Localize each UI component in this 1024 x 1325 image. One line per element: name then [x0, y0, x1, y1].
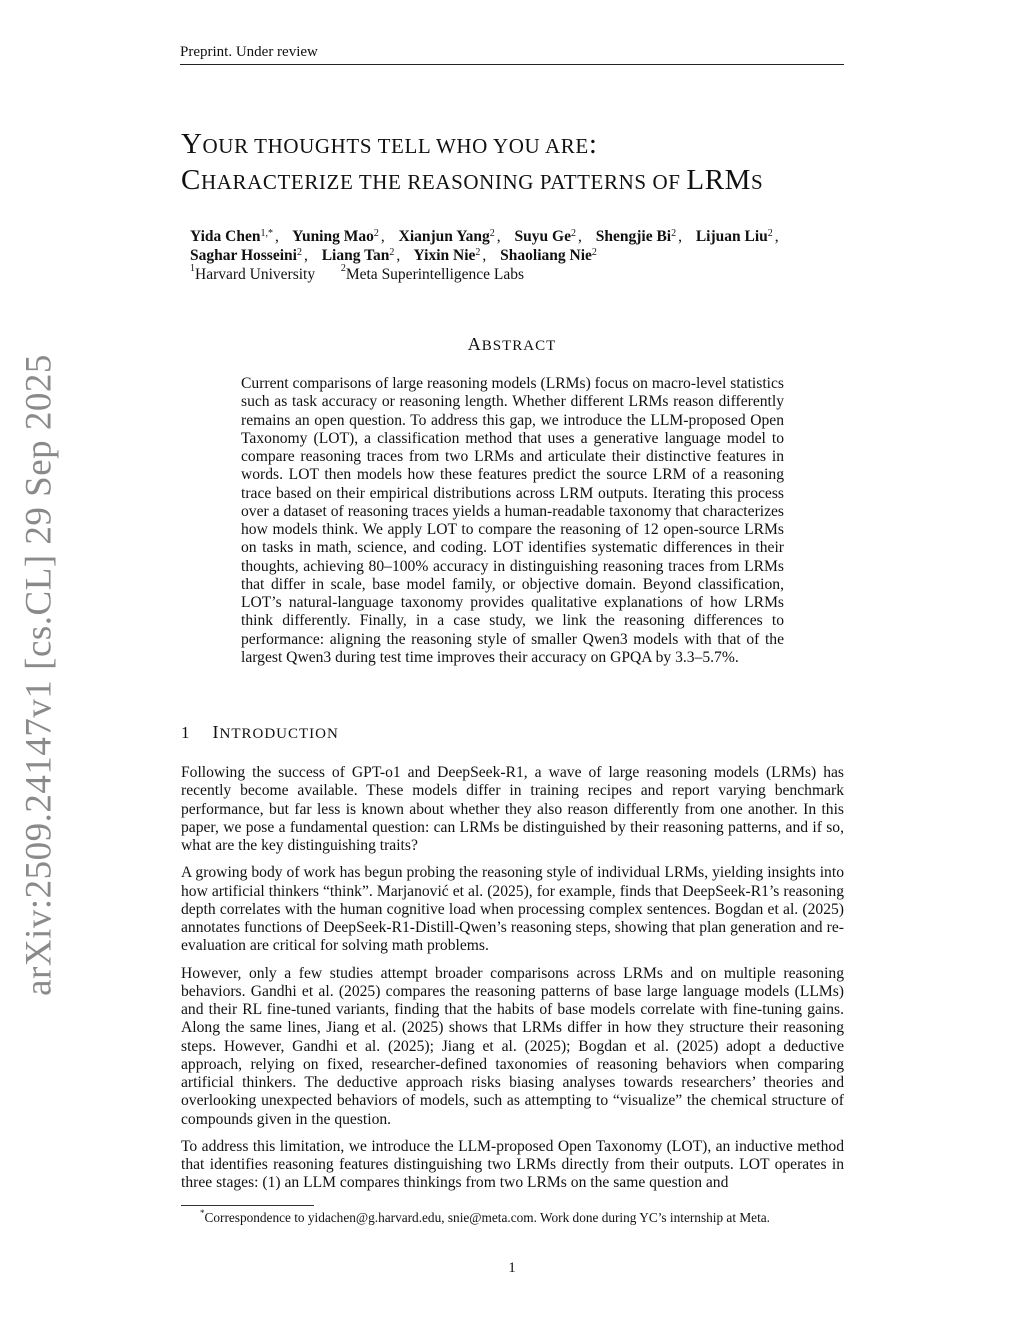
body-paragraph: Following the success of GPT-o1 and DeepSeek-R1, a wave of large reasoning models (LRMs) has recently become available. These models differ in training recipes and report varying benchmark performance, but far less is known about whether they also reason differently from one another. In this paper, we pose a fundamental question: can LRMs be distinguished by their reasoning patterns, and if so, what are the key distinguishing traits? — [181, 764, 844, 854]
section-heading-introduction — [181, 722, 339, 743]
author-separator: , — [774, 228, 779, 245]
author-affiliation-mark: 2 — [570, 228, 576, 239]
footnote — [200, 1210, 850, 1226]
affiliation-name: Harvard University — [195, 266, 316, 283]
header-rule — [180, 64, 844, 65]
abstract-heading-rest: BSTRACT — [481, 338, 557, 354]
abstract-heading-initial: A — [467, 334, 482, 354]
paper-title-line-1 — [181, 128, 597, 161]
footnote-marker: * — [200, 1208, 205, 1218]
title-segment: LRM — [686, 164, 752, 196]
title-segment: HARACTERIZE THE REASONING PATTERNS OF — [200, 170, 687, 194]
author-name: Yuning Mao — [292, 228, 374, 245]
body-paragraph: A growing body of work has begun probing the reasoning style of individual LRMs, yielding insights into how artificial thinkers “think”. Marjanović et al. (2025), for example, finds that DeepSeek-R1’s reasoning depth correlates with the human cognitive load when processing complex sentences. Bogdan et al. (2025) annotates functions of DeepSeek-R1-Distill-Qwen’s reasoning steps, showing that plan generation and re-evaluation are critical for solving math problems. — [181, 864, 844, 955]
author-name: Yida Chen — [190, 228, 261, 245]
section-heading-initial: I — [212, 722, 220, 742]
author-affiliation-mark: 1,* — [260, 228, 273, 239]
introduction-body — [181, 764, 844, 1202]
author-name: Lijuan Liu — [695, 228, 768, 245]
author-separator: , — [274, 228, 279, 245]
author-name: Saghar Hosseini — [190, 247, 297, 264]
author-separator: , — [303, 247, 308, 264]
page-number: 1 — [508, 1260, 516, 1276]
footnote-rule — [181, 1205, 314, 1206]
author-separator: , — [482, 247, 487, 264]
affiliations — [190, 263, 525, 284]
abstract-heading — [0, 334, 1024, 355]
body-paragraph: To address this limitation, we introduce the LLM-proposed Open Taxonomy (LOT), an inductive method that identifies reasoning features distinguishing two LRMs directly from their outputs. LOT operates in three stages: (1) an LLM compares thinkings from two LRMs on the same question and — [181, 1137, 844, 1192]
title-segment: S — [751, 170, 764, 194]
title-segment: : — [588, 128, 598, 160]
author-affiliation-mark: 2 — [373, 228, 379, 239]
author-name: Shaoliang Nie — [500, 247, 592, 264]
title-segment: Y — [181, 128, 203, 160]
section-heading-rest: NTRODUCTION — [219, 726, 339, 742]
author-separator: , — [577, 228, 582, 245]
author-affiliation-mark: 2 — [591, 247, 597, 258]
affiliation-name: Meta Superintelligence Labs — [345, 266, 525, 283]
running-head: Preprint. Under review — [180, 44, 318, 60]
affiliation-mark: 1 — [190, 263, 195, 274]
author-affiliation-mark: 2 — [296, 247, 302, 258]
author-separator: , — [496, 228, 501, 245]
footnote-text: Correspondence to yidachen@g.harvard.edu, snie@meta.com. Work done during YC’s internship at Meta. — [204, 1210, 770, 1225]
author-affiliation-mark: 2 — [767, 228, 773, 239]
arxiv-identifier-stamp[interactable]: arXiv:2509.24147v1 [cs.CL] 29 Sep 2025 — [18, 354, 60, 996]
author-name: Xianjun Yang — [398, 228, 490, 245]
author-list-line-1 — [190, 227, 850, 246]
author-affiliation-mark: 2 — [671, 228, 677, 239]
author-name: Shengjie Bi — [595, 228, 672, 245]
title-segment: C — [181, 164, 201, 196]
author-affiliation-mark: 2 — [475, 247, 481, 258]
abstract-text: Current comparisons of large reasoning models (LRMs) focus on macro-level statistics such as task accuracy or reasoning length. Whether different LRMs reason differently remains an open question. To address this gap, we introduce the LLM-proposed Open Taxonomy (LOT), a classification method that uses a generative language model to compare reasoning traces from two LRMs and articulate their distinctive features in words. LOT then models how these features predict the source LRM of a reasoning trace based on their empirical distributions across LRM outputs. Iterating this process over a dataset of reasoning traces yields a human-readable taxonomy that characterizes how models think. We apply LOT to compare the reasoning of 12 open-source LRMs on tasks in math, science, and coding. LOT identifies systematic differences in their thoughts, achieving 80–100% accuracy in distinguishing reasoning traces from LRMs that differ in scale, base model family, or objective domain. Beyond classification, LOT’s natural-language taxonomy provides qualitative explanations of how LRMs think differently. Finally, in a case study, we link the reasoning differences to performance: aligning the reasoning style of smaller Qwen3 models with that of the largest Qwen3 during test time improves their accuracy on GPQA by 3.3–5.7%. — [241, 375, 784, 666]
paper-title-line-2 — [181, 164, 763, 197]
author-name: Yixin Nie — [413, 247, 476, 264]
body-paragraph: However, only a few studies attempt broader comparisons across LRMs and on multiple reasoning behaviors. Gandhi et al. (2025) compares the reasoning patterns of base large language models (LLMs) and their RL fine-tuned variants, finding that the habits of base models correlate with fine-tuning gains. Along the same lines, Jiang et al. (2025) shows that LRMs differ in how they structure their reasoning steps. However, Gandhi et al. (2025); Jiang et al. (2025); Bogdan et al. (2025) adopt a deductive approach, relying on fixed, researcher-defined taxonomies of reasoning behaviors when comparing artificial thinkers. The deductive approach risks biasing analyses towards researchers’ theories and overlooking unexpected behaviors of models, such as attempting to “visualize” the chemical structure of compounds given in the question. — [181, 964, 844, 1128]
section-number: 1 — [181, 723, 191, 742]
author-separator: , — [678, 228, 682, 245]
affiliation-mark: 2 — [340, 263, 346, 274]
author-name: Suyu Ge — [514, 228, 571, 245]
author-affiliation-mark: 2 — [489, 228, 495, 239]
author-affiliation-mark: 2 — [389, 247, 395, 258]
author-separator: , — [396, 247, 401, 264]
author-list-line-2 — [190, 246, 850, 265]
author-name: Liang Tan — [321, 247, 390, 264]
title-segment: OUR THOUGHTS TELL WHO YOU ARE — [202, 134, 589, 158]
author-separator: , — [380, 228, 385, 245]
